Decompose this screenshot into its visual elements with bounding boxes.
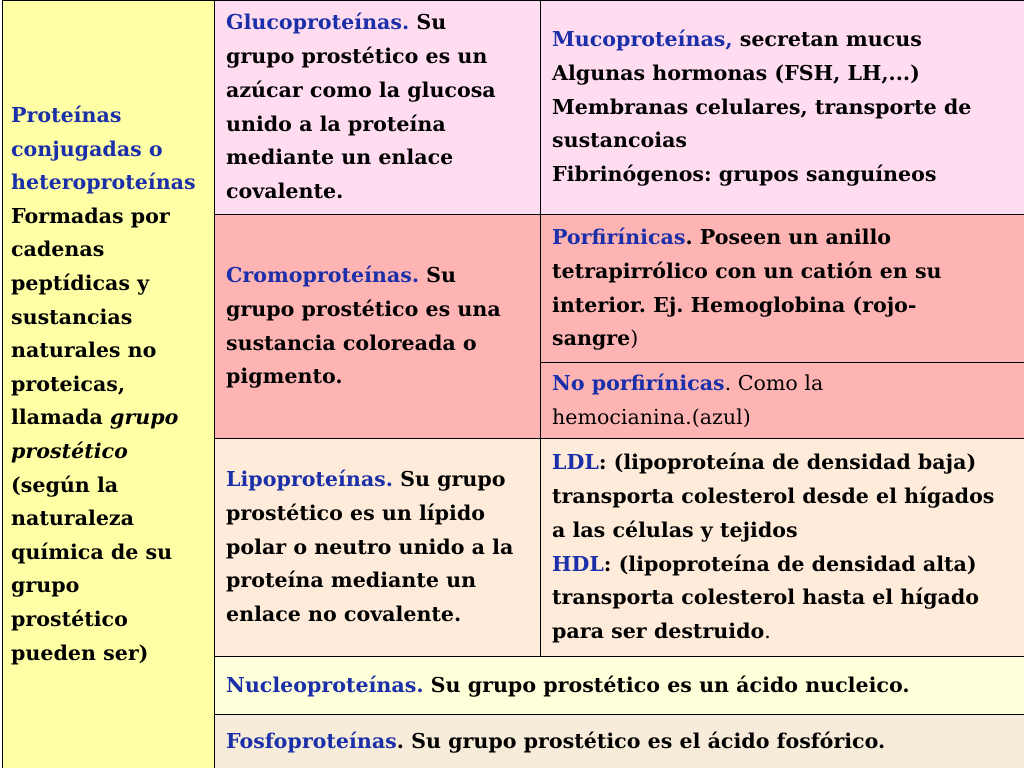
cromoproteinas-cell (215, 215, 541, 439)
no-porfirinicas-name: No porfirínicas (552, 370, 725, 395)
no-porfirinicas-cell (541, 363, 1024, 439)
glucoproteinas-line: mediante un enlace (226, 145, 454, 170)
nucleoproteinas-name: Nucleoproteínas. (226, 672, 424, 697)
cromoproteinas-line: grupo prostético es una (226, 296, 501, 321)
hdl-text: . (764, 619, 771, 644)
intro-title-line: conjugadas o (11, 136, 163, 161)
glucoproteinas-example-line (552, 23, 1014, 57)
ldl-line: transporta colesterol desde el hígados (552, 483, 995, 508)
porfirinicas-text: . Poseen un anillo (685, 224, 892, 249)
intro-desc-line: peptídicas y (11, 270, 150, 295)
intro-desc-line: grupo (11, 573, 80, 598)
lipoproteinas-cell (215, 439, 541, 657)
cromoproteinas-text: Su (419, 262, 457, 287)
intro-title-line: Proteínas (11, 103, 122, 127)
intro-desc-line: Formadas por (11, 203, 170, 228)
intro-desc-line: prostético (11, 606, 128, 631)
porfirinicas-name: Porfirínicas (552, 224, 686, 249)
intro-desc-line: química de su (11, 539, 173, 564)
table-row-glucoproteinas (3, 1, 1024, 215)
lipoproteinas-line: proteína mediante un (226, 568, 477, 593)
intro-desc-line: naturaleza (11, 506, 134, 531)
ldl-name: LDL (552, 450, 599, 475)
glucoproteinas-line: azúcar como la glucosa (226, 77, 496, 102)
fosfoproteinas-cell (215, 715, 1024, 768)
glucoproteinas-example-line: Fibrinógenos: grupos sanguíneos (552, 162, 937, 187)
intro-desc-line: sustancias (11, 304, 133, 329)
nucleoproteinas-text: Su grupo prostético es un ácido nucleico. (423, 672, 910, 697)
glucoproteinas-example-line: sustancoias (552, 128, 688, 153)
glucoproteinas-examples-cell (541, 1, 1024, 215)
lipoproteinas-examples-cell (541, 439, 1024, 657)
intro-desc-text: llamada (11, 405, 111, 430)
lipoproteinas-line: polar o neutro unido a la (226, 534, 514, 559)
ldl-line: a las células y tejidos (552, 517, 798, 542)
lipoproteinas-name: Lipoproteínas. (226, 467, 393, 491)
nucleoproteinas-line (226, 669, 1014, 703)
porfirinicas-text: sangre (552, 326, 631, 351)
glucoproteinas-text: Su (409, 10, 447, 35)
intro-desc-line (11, 401, 208, 435)
cromoproteinas-line (226, 259, 530, 293)
intro-desc-line: (según la (11, 472, 119, 497)
cromoproteinas-line: pigmento. (226, 364, 343, 389)
ldl-line (552, 446, 1014, 480)
fosfoproteinas-name: Fosfoproteínas (226, 728, 397, 753)
mucoproteinas-text: secretan mucus (732, 27, 922, 51)
protein-classification-table (2, 0, 1024, 768)
lipoproteinas-text: Su grupo (392, 467, 506, 491)
glucoproteinas-name: Glucoproteínas. (226, 10, 410, 35)
no-porfirinicas-line: hemocianina.(azul) (552, 404, 751, 429)
cromoproteinas-line: sustancia coloreada o (226, 330, 477, 355)
hdl-text: : (lipoproteína de densidad alta) (603, 551, 977, 576)
fosfoproteinas-line (226, 725, 1014, 759)
no-porfirinicas-text: . Como la (724, 370, 824, 395)
porfirinicas-line (552, 221, 1014, 255)
glucoproteinas-line: grupo prostético es un (226, 43, 488, 68)
porfirinicas-line: interior. Ej. Hemoglobina (rojo- (552, 292, 917, 317)
intro-title-line: heteroproteínas (11, 170, 196, 195)
intro-cell (3, 1, 215, 768)
nucleoproteinas-cell (215, 657, 1024, 715)
fosfoproteinas-text: . Su grupo prostético es el ácido fosfórico. (396, 728, 886, 753)
intro-desc-line: naturales no (11, 338, 157, 363)
cromoproteinas-name: Cromoproteínas. (226, 262, 420, 287)
ldl-text: : (lipoproteína de densidad baja) (598, 450, 977, 475)
porfirinicas-text: ) (630, 326, 639, 351)
glucoproteinas-line: unido a la proteína (226, 111, 446, 136)
mucoproteinas-name: Mucoproteínas, (552, 27, 733, 51)
porfirinicas-cell (541, 215, 1024, 363)
lipoproteinas-line: prostético es un lípido (226, 500, 485, 525)
hdl-line: transporta colesterol hasta el hígado (552, 585, 979, 610)
intro-desc-line: proteicas, (11, 371, 126, 396)
glucoproteinas-example-line: Algunas hormonas (FSH, LH,...) (552, 60, 920, 85)
lipoproteinas-line (226, 463, 530, 497)
lipoproteinas-line: enlace no covalente. (226, 602, 462, 627)
porfirinicas-line: tetrapirrólico con un catión en su (552, 258, 942, 283)
hdl-text: para ser destruido (552, 619, 765, 644)
hdl-line (552, 615, 1014, 649)
glucoproteinas-line: covalente. (226, 179, 344, 204)
intro-desc-line: prostético (11, 438, 128, 463)
hdl-line (552, 548, 1014, 582)
hdl-name: HDL (552, 551, 604, 576)
no-porfirinicas-line (552, 367, 1014, 401)
intro-desc-line: cadenas (11, 237, 105, 262)
glucoproteinas-example-line: Membranas celulares, transporte de (552, 94, 972, 119)
glucoproteinas-cell (215, 1, 541, 215)
intro-desc-italic: grupo (110, 405, 179, 430)
intro-desc-line: pueden ser) (11, 640, 149, 665)
glucoproteinas-line (226, 6, 530, 40)
porfirinicas-line (552, 322, 1014, 356)
